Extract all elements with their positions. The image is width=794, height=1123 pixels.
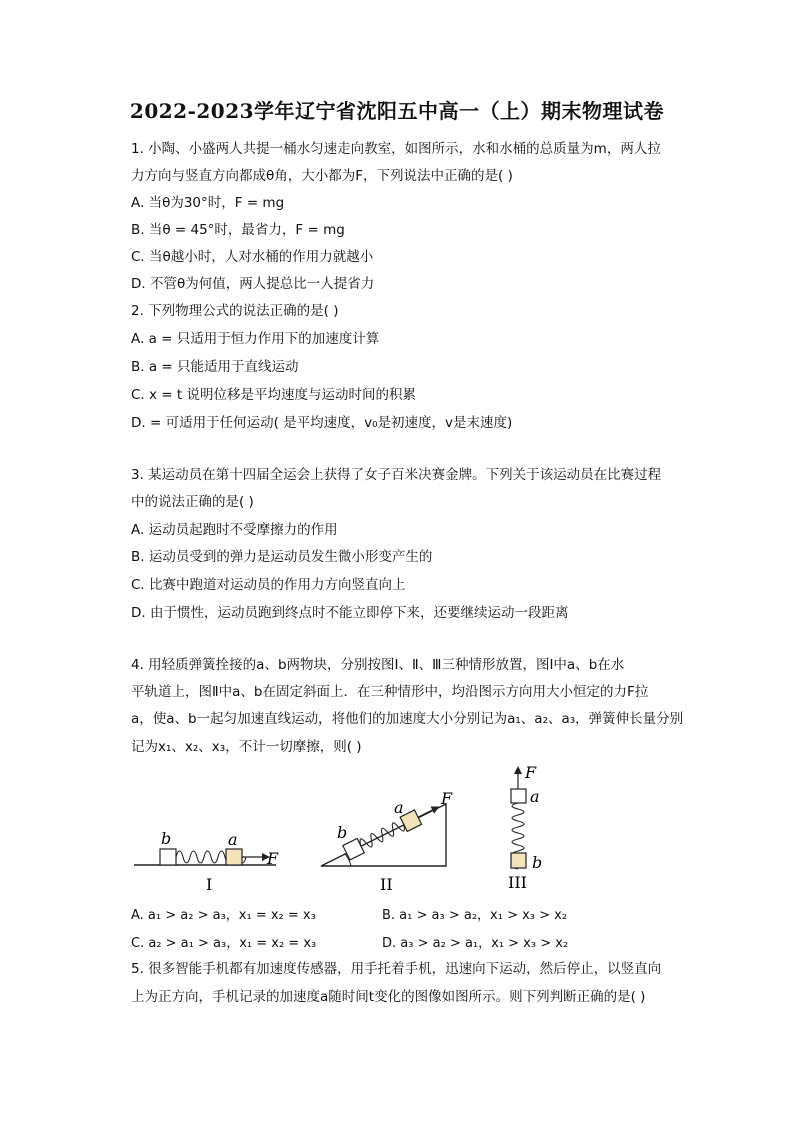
force-arrow-2 bbox=[418, 810, 432, 817]
label-b-1: b bbox=[161, 829, 172, 848]
caption-1: I bbox=[206, 875, 213, 894]
q1-option-a: A. 当θ为30°时，F = mg bbox=[131, 195, 285, 211]
q5-stem-line2: 上为正方向，手机记录的加速度a随时间t变化的图像如图所示。则下列判断正确的是( ) bbox=[131, 989, 646, 1005]
spring-2 bbox=[358, 819, 406, 851]
caption-3: III bbox=[508, 873, 527, 892]
block-b-1 bbox=[160, 849, 176, 865]
q3-option-b: B. 运动员受到的弹力是运动员发生微小形变产生的 bbox=[131, 549, 433, 565]
force-arrowhead-3 bbox=[514, 766, 522, 774]
q5-stem-line1: 5. 很多智能手机都有加速度传感器，用手托着手机，迅速向下运动，然后停止，以竖直向 bbox=[131, 961, 662, 977]
q4-figure bbox=[128, 764, 568, 899]
figure-1-horizontal bbox=[134, 829, 279, 894]
label-a-1: a bbox=[228, 830, 238, 849]
q2-option-a: A. a = 只适用于恒力作用下的加速度计算 bbox=[131, 331, 380, 347]
label-f-2: F bbox=[441, 789, 453, 808]
page-title: 2022-2023学年辽宁省沈阳五中高一（上）期末物理试卷 bbox=[129, 99, 665, 123]
q4-stem-line1: 4. 用轻质弹簧拴接的a、b两物块，分别按图Ⅰ、Ⅱ、Ⅲ三种情形放置，图Ⅰ中a、b在水 bbox=[131, 657, 625, 673]
q4-stem-line4: 记为x₁、x₂、x₃，不计一切摩擦，则( ) bbox=[131, 739, 362, 755]
label-a-2: a bbox=[394, 798, 404, 817]
q3-stem-line1: 3. 某运动员在第十四届全运会上获得了女子百米决赛金牌。下列关于该运动员在比赛过程 bbox=[131, 467, 662, 483]
figure-2-incline bbox=[321, 789, 453, 894]
q4-option-a: A. a₁ > a₂ > a₃，x₁ = x₂ = x₃ bbox=[131, 908, 316, 923]
force-arrowhead-2 bbox=[431, 803, 442, 814]
q1-option-c: C. 当θ越小时，人对水桶的作用力就越小 bbox=[131, 249, 374, 265]
q2-option-d: D. = 可适用于任何运动( 是平均速度，v₀是初速度，v是末速度) bbox=[131, 415, 513, 431]
q1-stem-line2: 力方向与竖直方向都成θ角，大小都为F，下列说法中正确的是( ) bbox=[131, 168, 513, 184]
block-a-1 bbox=[226, 849, 242, 865]
q2-stem: 2. 下列物理公式的说法正确的是( ) bbox=[131, 303, 339, 319]
caption-2: II bbox=[380, 875, 393, 894]
q1-stem-line1: 1. 小陶、小盛两人共提一桶水匀速走向教室，如图所示，水和水桶的总质量为m，两人拉 bbox=[131, 141, 661, 157]
label-b-2: b bbox=[337, 823, 348, 842]
figure-3-vertical bbox=[508, 764, 542, 892]
q4-option-d: D. a₃ > a₂ > a₁，x₁ > x₃ > x₂ bbox=[382, 936, 569, 951]
q3-stem-line2: 中的说法正确的是( ) bbox=[131, 494, 254, 510]
q2-option-b: B. a = 只能适用于直线运动 bbox=[131, 359, 299, 375]
label-f-3: F bbox=[525, 764, 537, 782]
q2-option-c: C. x = t 说明位移是平均速度与运动时间的积累 bbox=[131, 387, 416, 403]
label-f-1: F bbox=[267, 849, 279, 868]
label-b-3: b bbox=[532, 853, 543, 872]
q3-option-c: C. 比赛中跑道对运动员的作用力方向竖直向上 bbox=[131, 577, 406, 593]
q3-option-a: A. 运动员起跑时不受摩擦力的作用 bbox=[131, 522, 338, 538]
q4-option-b: B. a₁ > a₃ > a₂，x₁ > x₃ > x₂ bbox=[382, 908, 568, 923]
q4-stem-line2: 平轨道上，图Ⅱ中a、b在固定斜面上．在三种情形中，均沿图示方向用大小恒定的力F拉 bbox=[131, 684, 649, 700]
q1-option-b: B. 当θ = 45°时，最省力，F = mg bbox=[131, 222, 345, 238]
block-b-3 bbox=[511, 853, 526, 868]
block-a-3 bbox=[511, 789, 526, 803]
label-a-3: a bbox=[530, 787, 540, 806]
q4-stem-line3: a，使a、b一起匀加速直线运动，将他们的加速度大小分别记为a₁、a₂、a₃，弹簧伸长量分别 bbox=[131, 711, 684, 727]
q4-option-c: C. a₂ > a₁ > a₃，x₁ = x₂ = x₃ bbox=[131, 936, 317, 951]
q3-option-d: D. 由于惯性，运动员跑到终点时不能立即停下来，还要继续运动一段距离 bbox=[131, 605, 569, 621]
q1-option-d: D. 不管θ为何值，两人提总比一人提省力 bbox=[131, 276, 375, 292]
